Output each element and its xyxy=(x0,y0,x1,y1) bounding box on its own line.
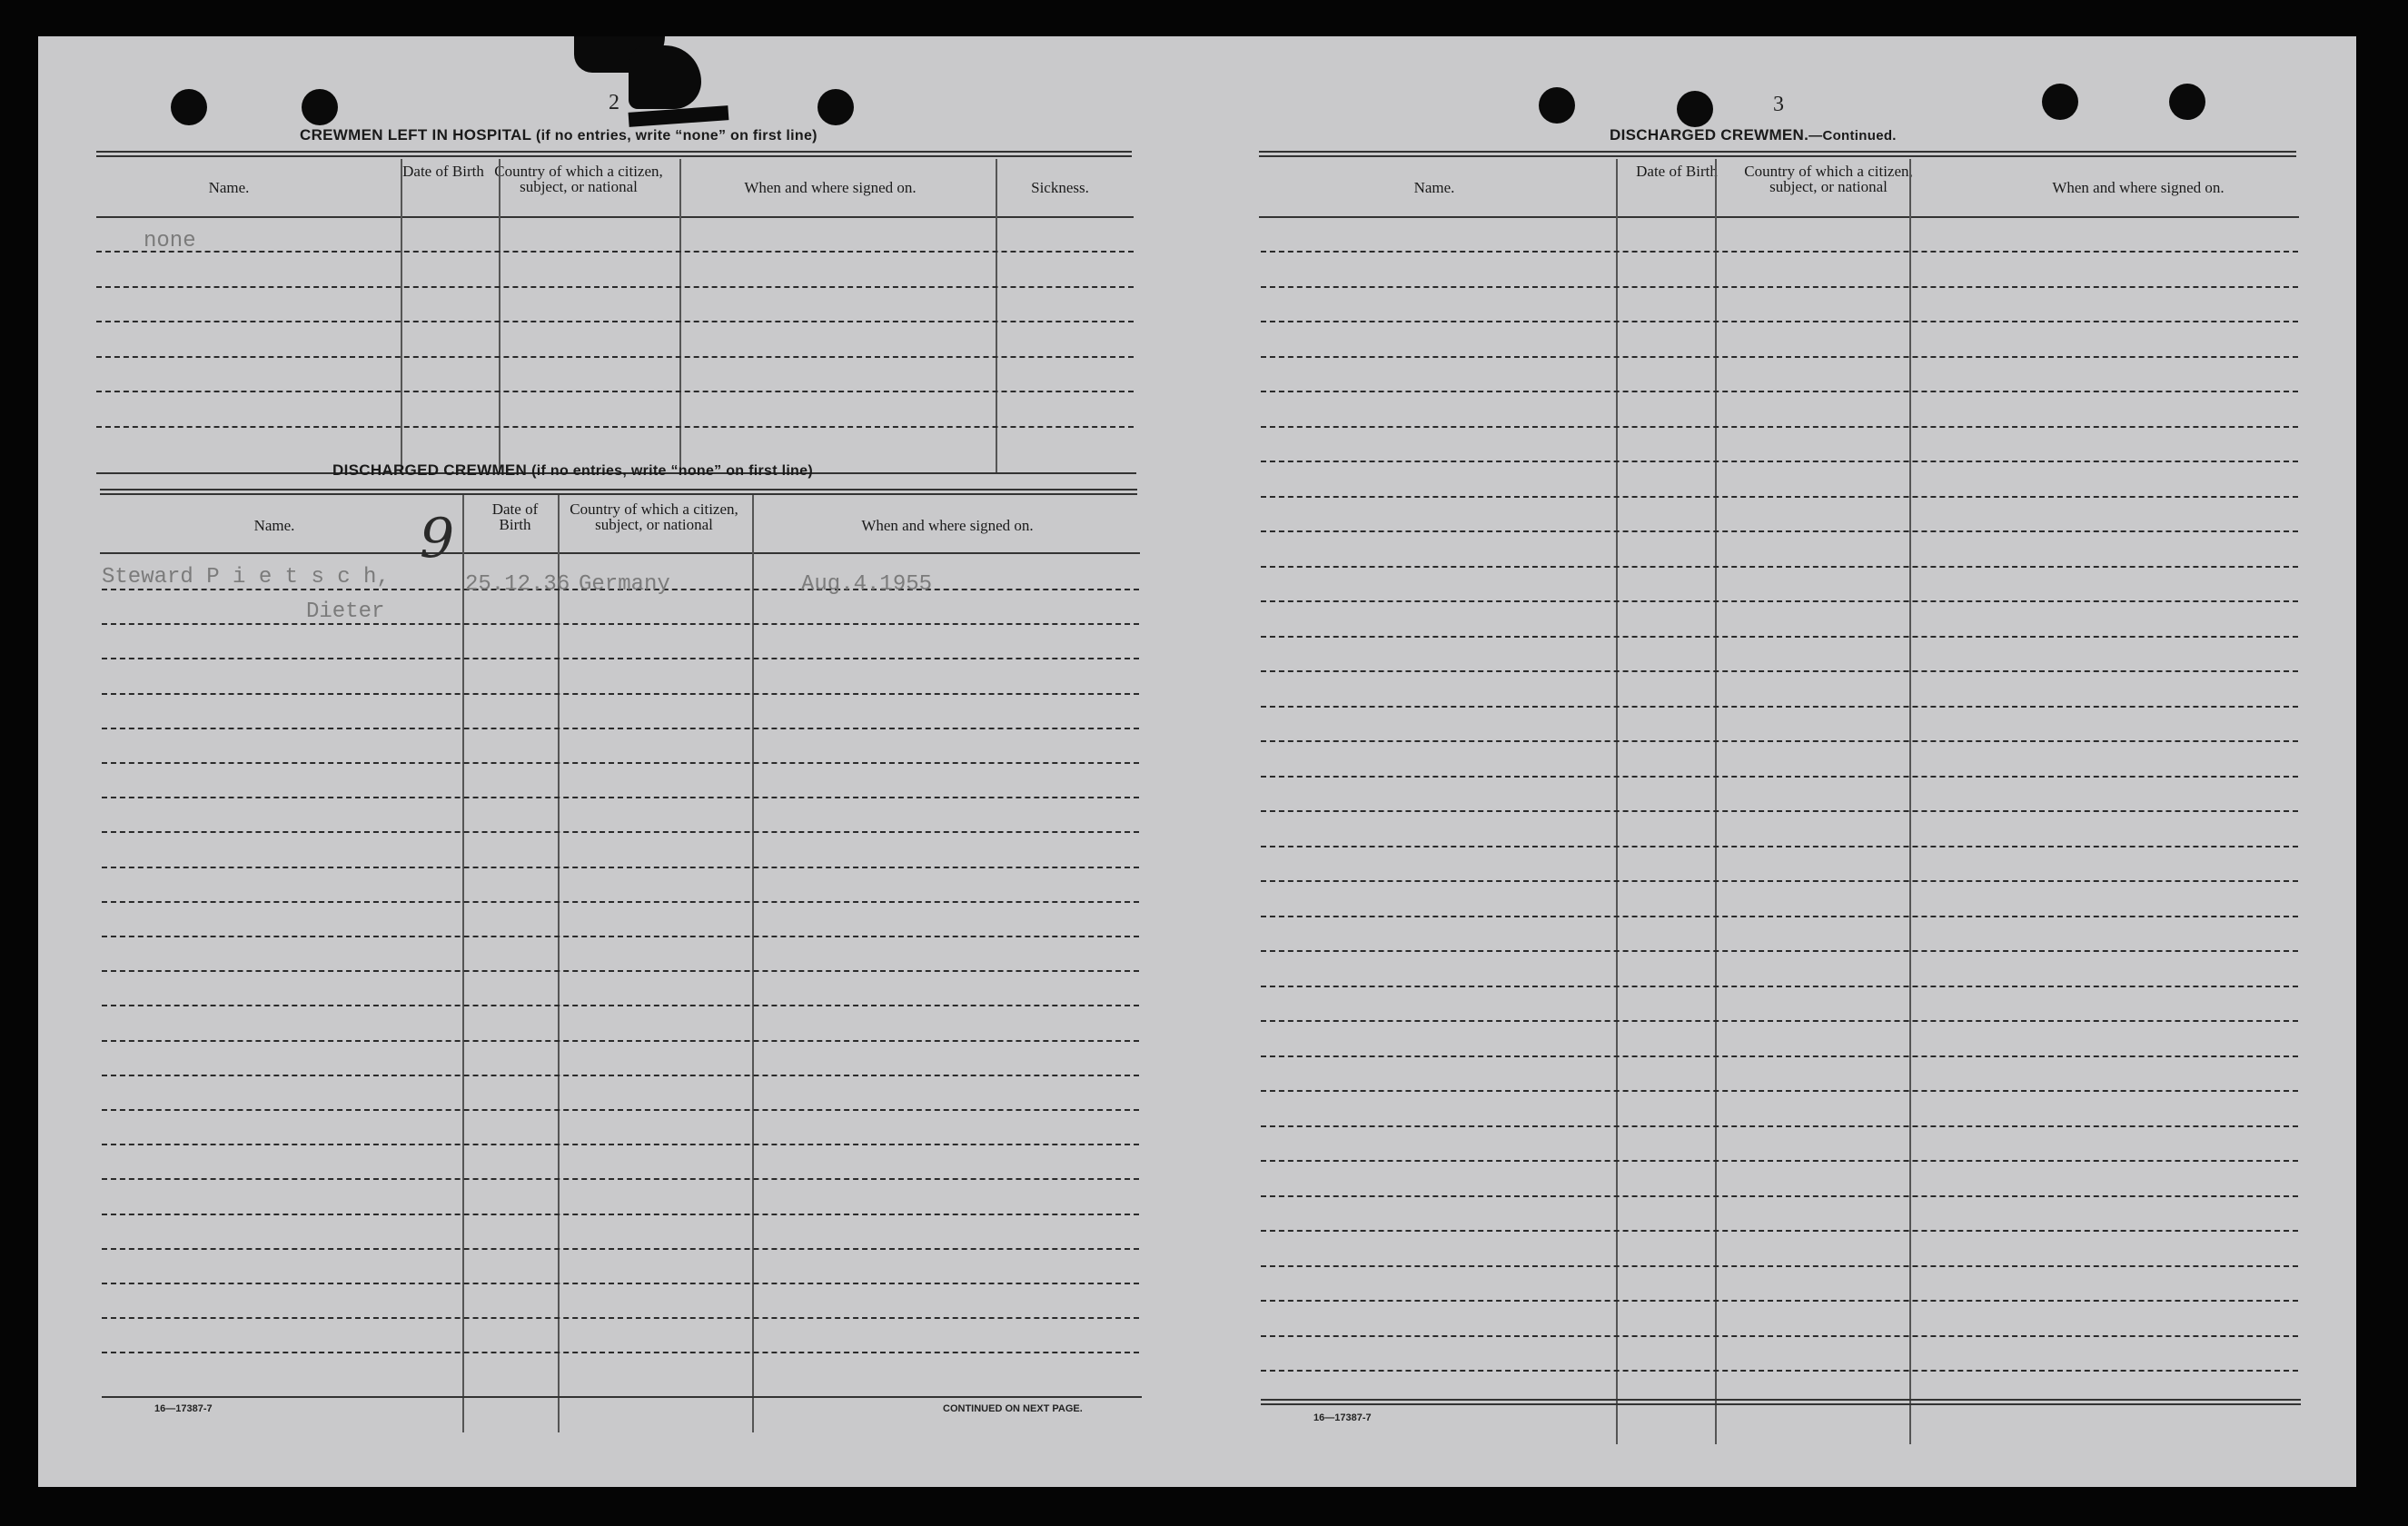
ruled-line xyxy=(96,321,1134,322)
hospital-none-entry: none xyxy=(144,229,196,253)
right-title-suffix: —Continued. xyxy=(1808,128,1897,144)
col-name: Name. xyxy=(1413,179,1455,196)
ruled-line xyxy=(1261,600,2298,602)
header-rule xyxy=(1259,216,2299,218)
ruled-line xyxy=(102,970,1139,972)
ruled-line xyxy=(102,901,1139,903)
ruled-line xyxy=(102,867,1139,868)
handwritten-checkmark: 9 xyxy=(420,507,455,570)
header-rule xyxy=(100,552,1140,554)
ruled-line xyxy=(1261,740,2298,742)
left-page xyxy=(38,36,1210,1487)
ruled-line xyxy=(1261,846,2298,847)
ruled-line xyxy=(1261,566,2298,568)
ruled-line xyxy=(102,1144,1139,1145)
right-title-text: DISCHARGED CREWMEN. xyxy=(1610,126,1809,144)
ruled-line xyxy=(1261,670,2298,672)
table-top-rule xyxy=(100,489,1137,495)
col-date-of-birth: Date of Birth xyxy=(491,500,539,533)
col-country: Country of which a citizen, subject, or national xyxy=(570,500,738,533)
ruled-line xyxy=(102,693,1139,695)
col-date-of-birth: Date of Birth xyxy=(402,163,484,180)
page-number: 3 xyxy=(1773,93,1784,116)
right-page xyxy=(1195,36,2356,1487)
ruled-line xyxy=(102,936,1139,937)
col-divider xyxy=(462,495,464,1432)
table-top-rule xyxy=(96,151,1132,157)
punch-hole xyxy=(1677,91,1713,127)
col-signed-on: When and where signed on. xyxy=(2052,179,2225,196)
discharged-title-text: DISCHARGED CREWMEN xyxy=(332,461,528,479)
hospital-section-title xyxy=(300,126,818,144)
punch-hole xyxy=(171,89,207,125)
ruled-line xyxy=(1261,1125,2298,1127)
punch-hole xyxy=(2042,84,2078,120)
col-divider xyxy=(558,495,560,1432)
ruled-line xyxy=(1261,461,2298,462)
crewman-signed-on: Aug.4.1955 xyxy=(801,572,933,597)
hospital-instruction: (if no entries, write “none” on first line) xyxy=(535,128,818,144)
ruled-line xyxy=(102,797,1139,798)
ruled-line xyxy=(102,1352,1139,1353)
ruled-line xyxy=(102,1109,1139,1111)
ruled-line xyxy=(102,762,1139,764)
crewman-name-line2: Dieter xyxy=(306,600,385,624)
ruled-line xyxy=(1261,251,2298,253)
punch-hole xyxy=(302,89,338,125)
ruled-line xyxy=(102,1214,1139,1215)
ruled-line xyxy=(1261,1370,2298,1372)
page-number: 2 xyxy=(609,91,619,114)
col-name: Name. xyxy=(253,517,295,534)
punch-hole xyxy=(2169,84,2205,120)
ruled-line xyxy=(1261,1160,2298,1162)
col-divider xyxy=(1909,159,1911,1444)
ruled-line xyxy=(96,356,1134,358)
ruled-line xyxy=(102,1040,1139,1042)
col-divider xyxy=(1715,159,1717,1444)
punch-hole xyxy=(1539,87,1575,124)
form-number: 16—17387-7 xyxy=(1313,1412,1372,1423)
ruled-line xyxy=(1261,1090,2298,1092)
ruled-line xyxy=(1261,1265,2298,1267)
ruled-line xyxy=(1261,880,2298,882)
ruled-line xyxy=(1261,986,2298,987)
col-sickness: Sickness. xyxy=(1031,179,1089,196)
ruled-line xyxy=(102,831,1139,833)
col-divider xyxy=(1616,159,1618,1444)
ruled-line xyxy=(1261,356,2298,358)
ruled-line xyxy=(1261,1300,2298,1302)
ruled-line xyxy=(102,658,1139,659)
ruled-line xyxy=(1261,391,2298,392)
ruled-line xyxy=(1261,496,2298,498)
ink-blot xyxy=(629,45,701,109)
ruled-line xyxy=(1261,1055,2298,1057)
ruled-line xyxy=(1261,426,2298,428)
ruled-line xyxy=(1261,706,2298,708)
ruled-line xyxy=(96,286,1134,288)
col-country: Country of which a citizen, subject, or national xyxy=(494,163,663,195)
crewman-date-of-birth: 25.12.36 xyxy=(465,572,570,597)
ruled-line xyxy=(1261,1335,2298,1337)
col-date-of-birth: Date of Birth xyxy=(1636,163,1718,180)
ruled-line xyxy=(102,728,1139,729)
ruled-line xyxy=(1261,1195,2298,1197)
col-signed-on: When and where signed on. xyxy=(861,517,1034,534)
ruled-line xyxy=(1261,916,2298,917)
continued-note: CONTINUED ON NEXT PAGE. xyxy=(943,1403,1083,1414)
header-rule xyxy=(96,216,1134,218)
ruled-line xyxy=(1261,776,2298,778)
ruled-line xyxy=(1261,286,2298,288)
form-number: 16—17387-7 xyxy=(154,1403,213,1414)
right-section-title xyxy=(1610,126,1897,144)
crewman-name-line1: Steward P i e t s c h, xyxy=(102,565,390,590)
discharged-instruction: (if no entries, write “none” on first line) xyxy=(531,463,813,479)
ruled-line xyxy=(1261,950,2298,952)
ruled-line xyxy=(96,426,1134,428)
col-country: Country of which a citizen, subject, or national xyxy=(1744,163,1913,195)
ruled-line xyxy=(1261,810,2298,812)
ruled-line xyxy=(1261,530,2298,532)
ruled-line xyxy=(102,1075,1139,1076)
discharged-section-title xyxy=(332,461,813,480)
right-bottom-rule xyxy=(1261,1399,2301,1405)
ruled-line xyxy=(102,1005,1139,1006)
ruled-line xyxy=(1261,636,2298,638)
ruled-line xyxy=(1261,321,2298,322)
ruled-line xyxy=(102,1248,1139,1250)
ruled-line xyxy=(102,1317,1139,1319)
ruled-line xyxy=(1261,1020,2298,1022)
ruled-line xyxy=(102,623,1139,625)
discharged-bottom-rule xyxy=(102,1396,1142,1398)
ruled-line xyxy=(1261,1230,2298,1232)
col-divider xyxy=(752,495,754,1432)
ruled-line xyxy=(96,391,1134,392)
punch-hole xyxy=(818,89,854,125)
col-name: Name. xyxy=(208,179,250,196)
ruled-line xyxy=(102,1283,1139,1284)
crewman-country: Germany xyxy=(579,572,670,597)
table-top-rule xyxy=(1259,151,2296,157)
ruled-line xyxy=(102,1178,1139,1180)
col-signed-on: When and where signed on. xyxy=(744,179,917,196)
ruled-line xyxy=(96,251,1134,253)
hospital-title-text: CREWMEN LEFT IN HOSPITAL xyxy=(300,126,531,144)
